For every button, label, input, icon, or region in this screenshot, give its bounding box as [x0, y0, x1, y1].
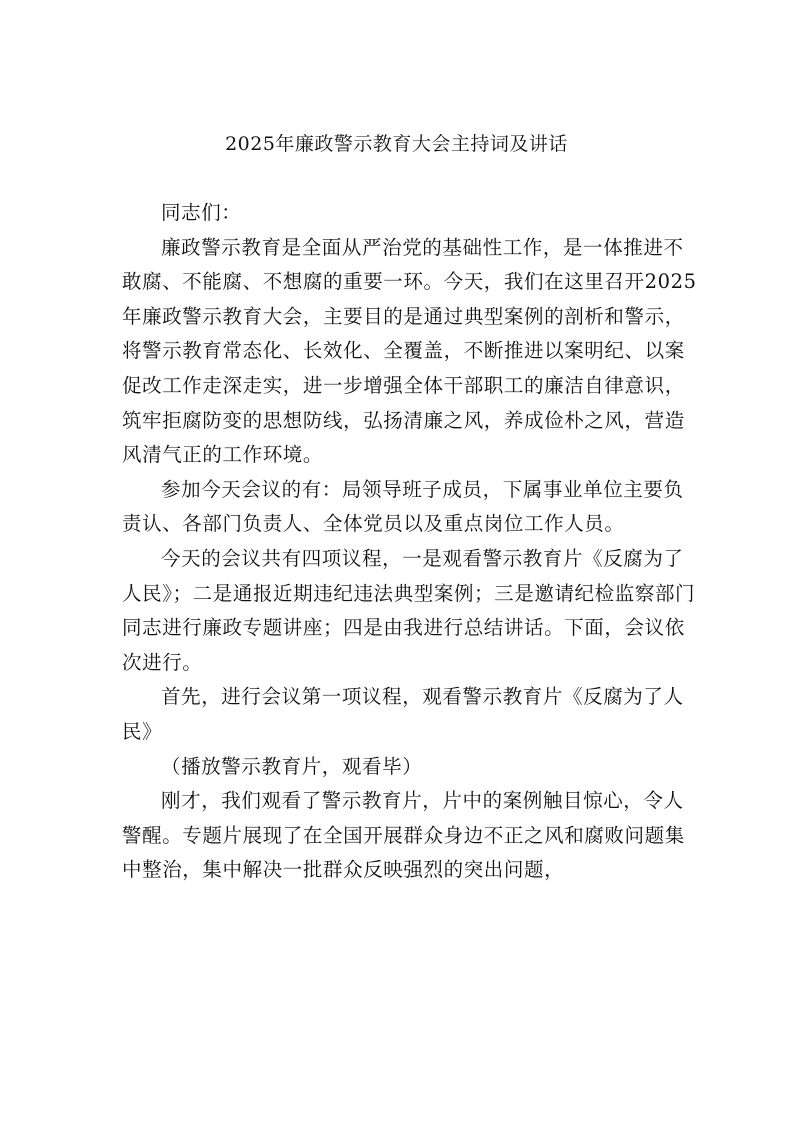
body-paragraph: 今天的会议共有四项议程，一是观看警示教育片《反腐为了人民》；二是通报近期违纪违法典型案例；三是邀请纪检监察部门同志进行廉政专题讲座；四是由我进行总结讲话。下面，会议依次进行。: [122, 546, 696, 674]
body-paragraph: 廉政警示教育是全面从严治党的基础性工作，是一体推进不敢腐、不能腐、不想腐的重要一环。今天，我们在这里召开2025年廉政警示教育大会，主要目的是通过典型案例的剖析和警示，将警示教育常态化、长效化、全覆盖，不断推进以案明纪、以案促改工作走深走实，进一步增强全体干部职工的廉洁自律意识，筑牢拒腐防变的思想防线，弘扬清廉之风，养成俭朴之风，营造风清气正的工作环境。: [122, 235, 697, 467]
body-paragraph: 首先，进行会议第一项议程，观看警示教育片《反腐为了人民》: [122, 685, 684, 743]
document-body: [122, 196, 697, 888]
body-paragraph: 刚才，我们观看了警示教育片，片中的案例触目惊心，令人警醒。专题片展现了在全国开展群众身边不正之风和腐败问题集中整治，集中解决一批群众反映强烈的突出问题，: [122, 789, 685, 882]
body-paragraph: 参加今天会议的有：局领导班子成员，下属事业单位主要负责认、各部门负责人、全体党员以及重点岗位工作人员。: [122, 477, 684, 536]
stage-direction-paragraph: （播放警示教育片，观看毕）: [161, 754, 423, 778]
salutation-paragraph: 同志们：: [161, 201, 242, 224]
document-title: 2025年廉政警示教育大会主持词及讲话: [225, 133, 568, 155]
